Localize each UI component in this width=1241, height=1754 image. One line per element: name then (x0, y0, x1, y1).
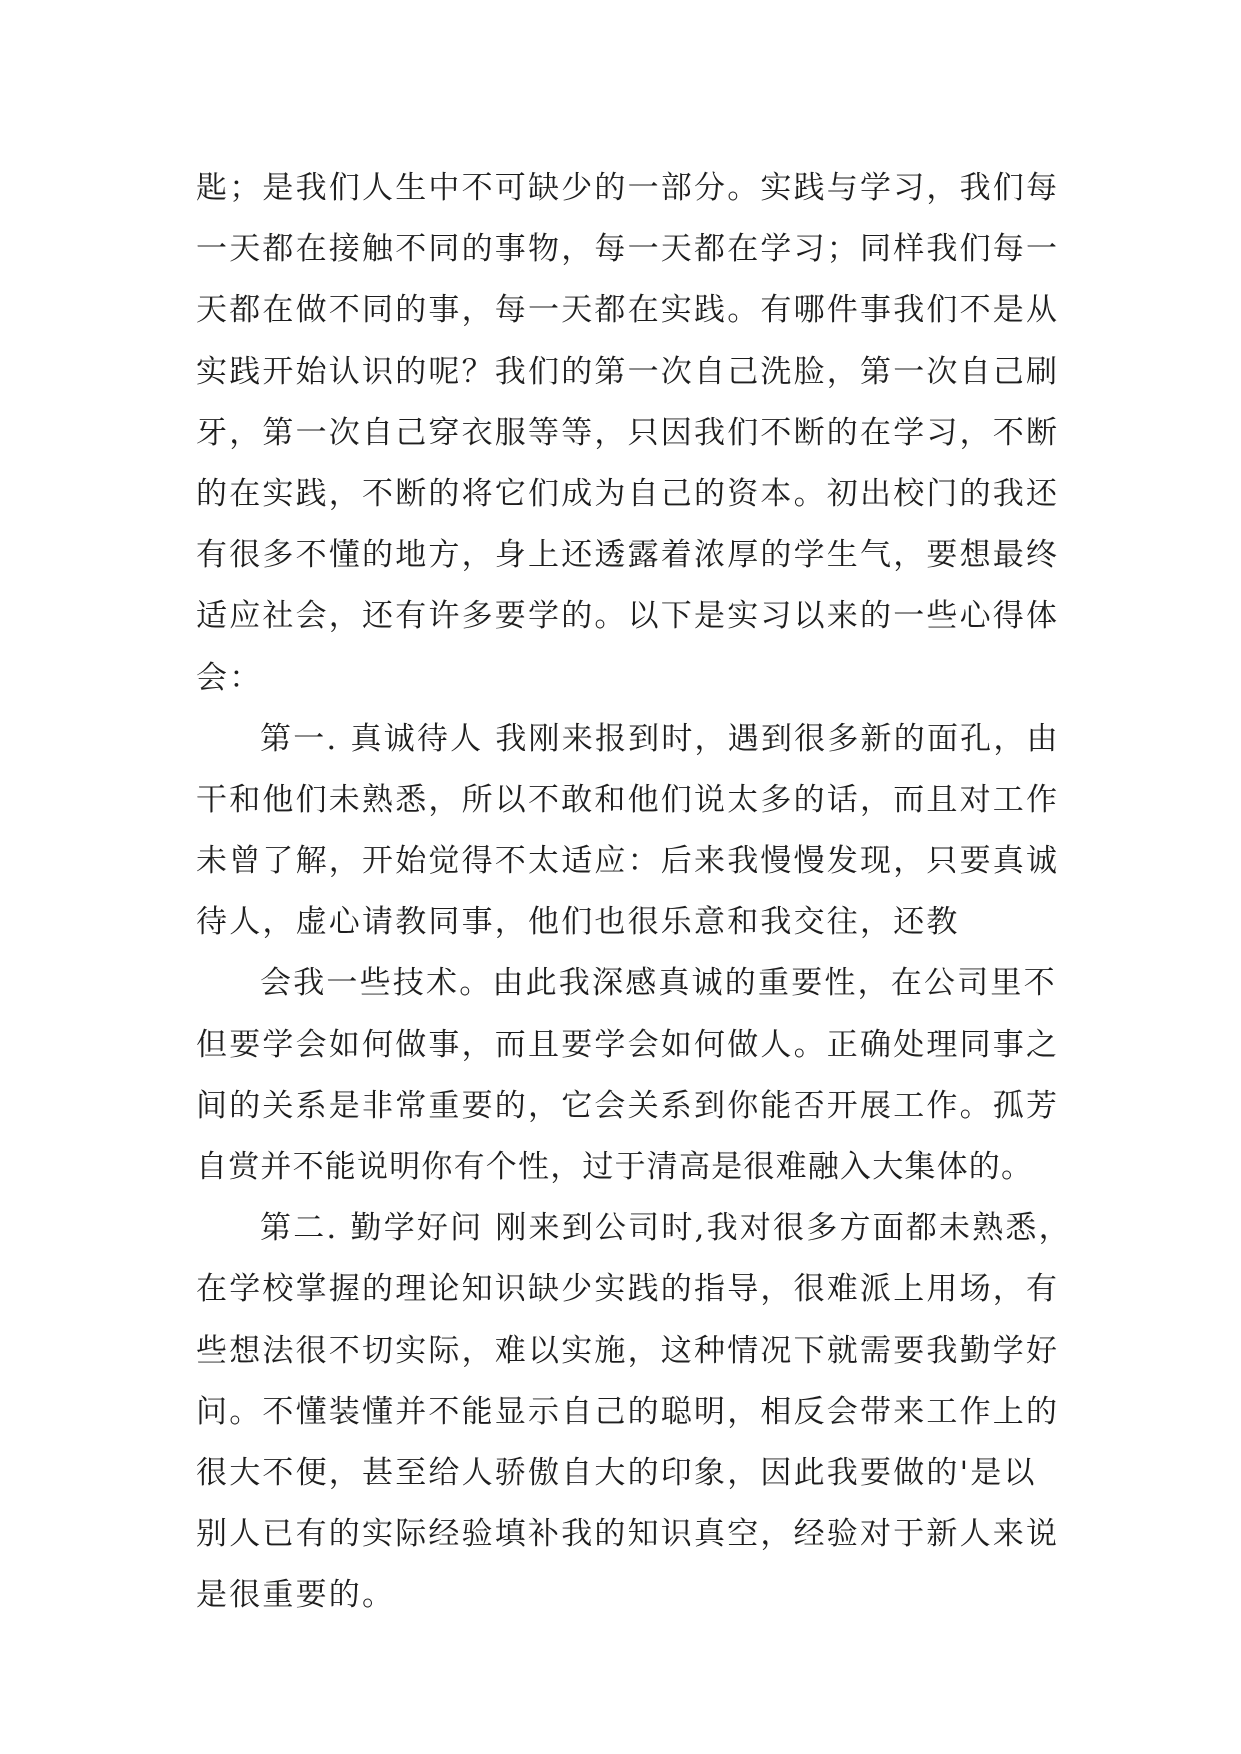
text-line: 但要学会如何做事，而且要学会如何做人。正确处理同事之 (196, 1026, 1060, 1063)
text-line: 一天都在接触不同的事物，每一天都在学习；同样我们每一 (196, 231, 1060, 268)
text-line: 很大不便，甚至给人骄傲自大的印象，因此我要做的'是以 (196, 1454, 1037, 1491)
text-line: 实践开始认识的呢？我们的第一次自己洗脸，第一次自己刷 (196, 353, 1060, 390)
text-line: 些想法很不切实际，难以实施，这种情况下就需要我勤学好 (196, 1332, 1060, 1369)
text-line: 会： (196, 659, 263, 696)
text-line: 别人已有的实际经验填补我的知识真空，经验对于新人来说 (196, 1516, 1060, 1553)
text-line: 牙，第一次自己穿衣服等等，只因我们不断的在学习，不断 (196, 414, 1060, 451)
text-line: 适应社会，还有许多要学的。以下是实习以来的一些心得体 (196, 598, 1060, 635)
section-heading-line: 第一. 真诚待人 我刚来报到时，遇到很多新的面孔，由 (260, 720, 1060, 757)
text-line: 天都在做不同的事，每一天都在实践。有哪件事我们不是从 (196, 292, 1060, 329)
text-line: 有很多不懂的地方，身上还透露着浓厚的学生气，要想最终 (196, 537, 1060, 574)
text-line: 是很重要的。 (196, 1577, 396, 1614)
document-body (196, 158, 1072, 1627)
text-line: 未曾了解，开始觉得不太适应：后来我慢慢发现，只要真诚 (196, 843, 1060, 880)
text-line: 干和他们未熟悉，所以不敢和他们说太多的话，而且对工作 (196, 781, 1060, 818)
paragraph-start-line: 会我一些技术。由此我深感真诚的重要性，在公司里不 (260, 965, 1057, 1002)
text-line: 在学校掌握的理论知识缺少实践的指导，很难派上用场，有 (196, 1271, 1060, 1308)
text-line: 自赏并不能说明你有个性，过于清高是很难融入大集体的。 (196, 1149, 1034, 1185)
text-line: 的在实践，不断的将它们成为自己的资本。初出校门的我还 (196, 475, 1060, 512)
text-line: 问。不懂装懂并不能显示自己的聪明，相反会带来工作上的 (196, 1393, 1060, 1430)
section-heading-line: 第二. 勤学好问 刚来到公司时,我对很多方面都未熟悉， (260, 1210, 1072, 1247)
text-line: 匙；是我们人生中不可缺少的一部分。实践与学习，我们每 (196, 170, 1060, 206)
text-line: 间的关系是非常重要的，它会关系到你能否开展工作。孤芳 (196, 1087, 1060, 1124)
text-line: 待人，虚心请教同事，他们也很乐意和我交往，还教 (196, 904, 960, 941)
